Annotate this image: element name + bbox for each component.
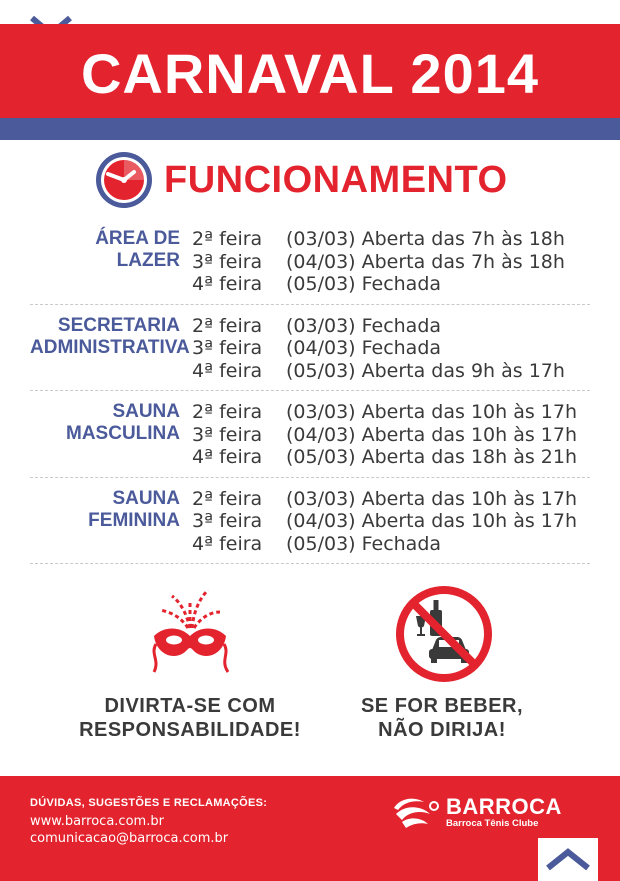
day-label: 4ª feira [192, 446, 263, 469]
schedule-row [192, 510, 590, 533]
schedule-block-area-lazer [30, 224, 590, 305]
logo-subtitle: Barroca Tênis Clube [446, 817, 539, 829]
page-title: CARNAVAL 2014 [80, 41, 540, 105]
hours-status: (05/03) Aberta das 18h às 21h [286, 446, 578, 469]
schedule-block-secretaria [30, 305, 590, 392]
club-logo[interactable] [390, 792, 590, 832]
area-name: ÁREA DE LAZER [95, 228, 180, 271]
hours-status: (03/03) Aberta das 7h às 18h [286, 228, 565, 251]
hours-status: (03/03) Aberta das 10h às 17h [286, 401, 578, 424]
hours-status: (03/03) Fechada [286, 314, 442, 337]
schedule-row [192, 251, 590, 274]
schedule-row [192, 401, 590, 424]
barroca-logo-icon [390, 794, 442, 830]
hours-status: (04/03) Aberta das 7h às 18h [286, 250, 565, 273]
title-banner [0, 24, 620, 118]
schedule-row [192, 446, 590, 469]
day-label: 4ª feira [192, 532, 263, 555]
hours-status: (04/03) Fechada [286, 337, 442, 360]
area-name: SAUNA FEMININA [88, 487, 180, 531]
schedule-row [192, 337, 590, 360]
chevron-up-icon [544, 846, 592, 872]
logo-name: BARROCA [446, 793, 562, 819]
schedule-table [30, 224, 590, 564]
schedule-block-sauna-masculina [30, 391, 590, 478]
hours-status: (05/03) Fechada [286, 532, 442, 555]
contact-heading: DÚVIDAS, SUGESTÕES E RECLAMAÇÕES: [30, 797, 268, 809]
section-title: FUNCIONAMENTO [164, 158, 508, 201]
schedule-row [192, 533, 590, 556]
hours-status: (04/03) Aberta das 10h às 17h [286, 423, 578, 446]
email-link[interactable]: comunicacao@barroca.com.br [30, 831, 229, 846]
area-name: SAUNA MASCULINA [66, 401, 180, 444]
slogan-responsibility: DIVIRTA-SE COM RESPONSABILIDADE! [79, 695, 301, 741]
website-link[interactable]: www.barroca.com.br [30, 814, 164, 829]
day-label: 3ª feira [192, 423, 263, 446]
schedule-row [192, 315, 590, 338]
day-label: 3ª feira [192, 337, 263, 360]
title-underline-bar [0, 118, 620, 140]
day-label: 2ª feira [192, 401, 263, 424]
section-header [94, 150, 534, 210]
clock-icon [94, 150, 154, 210]
hours-status: (04/03) Aberta das 10h às 17h [286, 510, 578, 533]
day-label: 2ª feira [192, 314, 263, 337]
area-name: SECRETARIA ADMINISTRATIVA [30, 314, 190, 358]
hours-status: (05/03) Aberta das 9h às 17h [286, 359, 565, 382]
slogan-dont-drink-drive: SE FOR BEBER, NÃO DIRIJA! [360, 695, 524, 741]
day-label: 3ª feira [192, 250, 263, 273]
carnival-mask-icon [140, 582, 240, 682]
schedule-row [192, 488, 590, 511]
hours-status: (05/03) Fechada [286, 273, 442, 296]
day-label: 2ª feira [192, 228, 263, 251]
day-label: 2ª feira [192, 487, 263, 510]
schedule-row [192, 273, 590, 296]
no-drink-driving-icon [394, 584, 494, 684]
schedule-row [192, 424, 590, 447]
footer [0, 776, 620, 881]
hours-status: (03/03) Aberta das 10h às 17h [286, 487, 578, 510]
schedule-block-sauna-feminina [30, 478, 590, 565]
day-label: 4ª feira [192, 359, 263, 382]
schedule-row [192, 360, 590, 383]
day-label: 3ª feira [192, 510, 263, 533]
day-label: 4ª feira [192, 273, 263, 296]
scroll-top-tab[interactable] [538, 838, 598, 881]
schedule-row [192, 228, 590, 251]
